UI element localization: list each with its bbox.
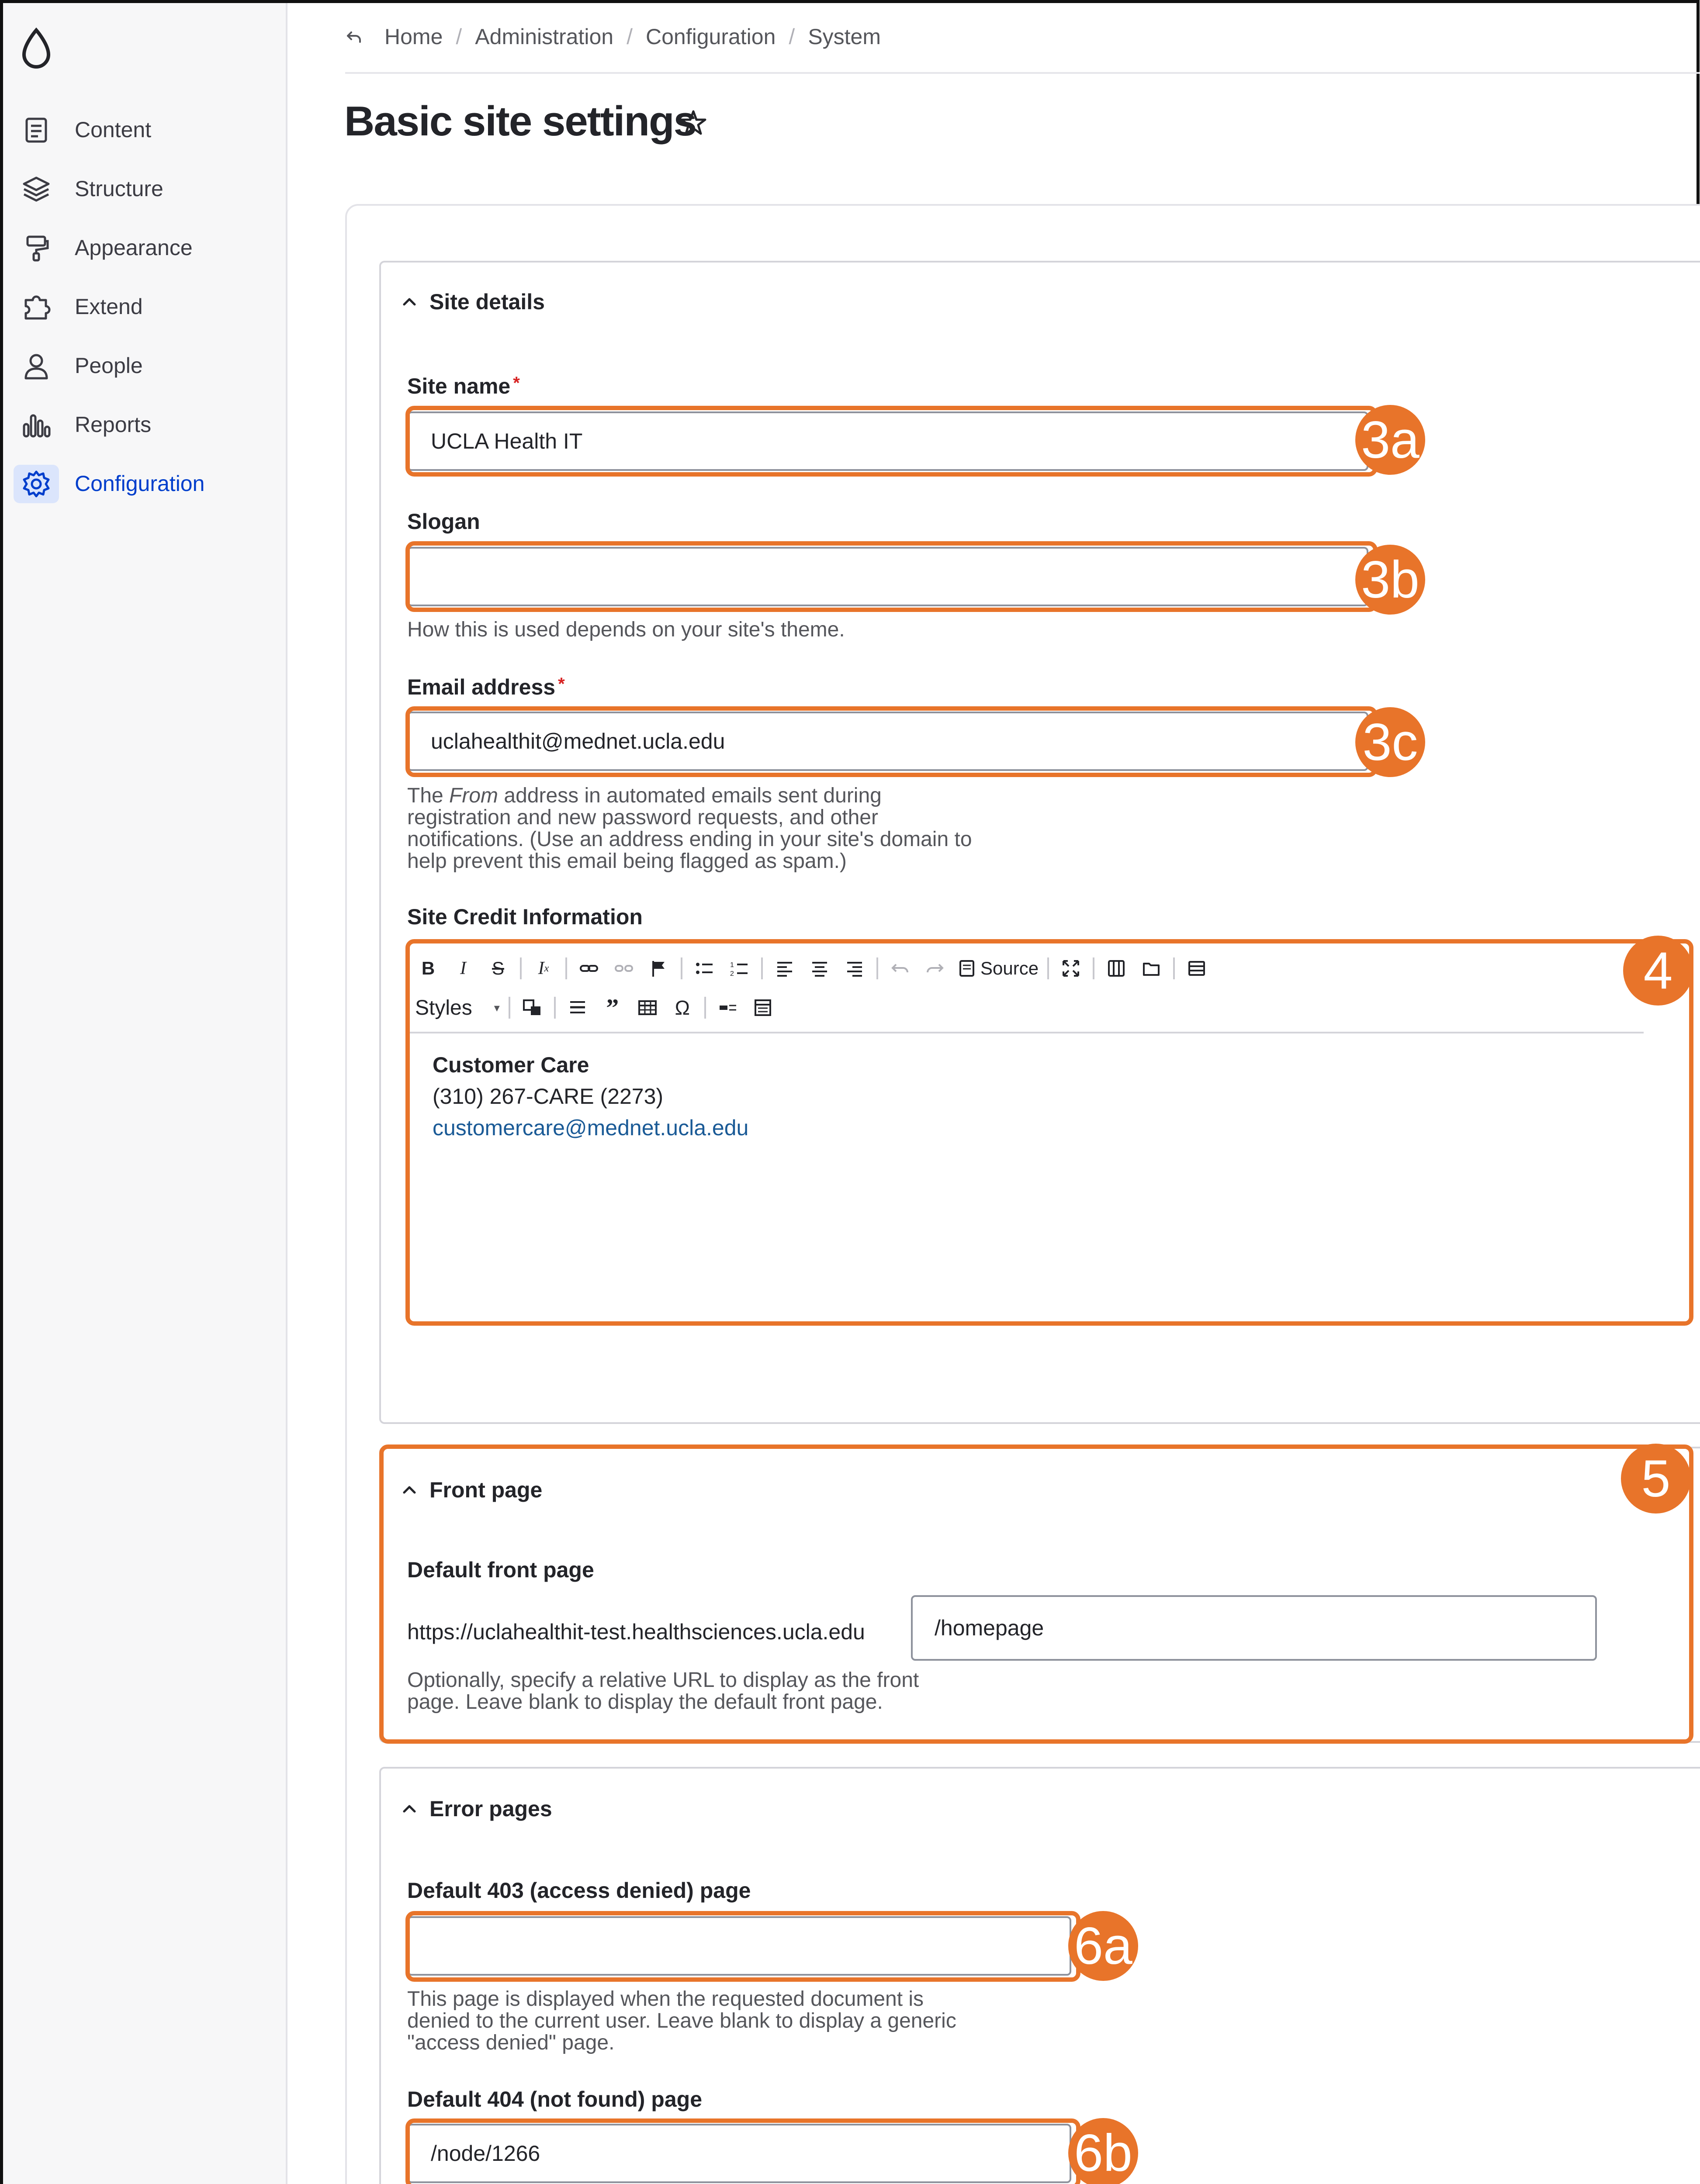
svg-text:2: 2 (730, 970, 734, 978)
gear-icon (14, 465, 59, 503)
front-page-input[interactable]: /homepage (911, 1595, 1597, 1661)
email-description: The From address in automated emails sent during registration and new password requests, and other notifications. (Use an address ending in your site's domain to help prevent this email being flagged as spam.) (407, 784, 972, 873)
breadcrumb-system[interactable]: System (808, 24, 881, 49)
page-403-description: This page is displayed when the requested document is denied to the current user. Leave blank to display a generic "access denied" page. (407, 1987, 956, 2054)
page-title: Basic site settings (344, 98, 696, 145)
remove-format-icon[interactable]: I x (538, 958, 549, 978)
annotation-badge-6a: 6a (1068, 1911, 1138, 1981)
slogan-description: How this is used depends on your site's theme. (407, 618, 845, 641)
site-details-legend: Site details (429, 290, 545, 314)
bar-chart-icon (21, 409, 52, 441)
front-page-legend: Front page (429, 1478, 543, 1502)
site-name-label: Site name * (407, 373, 520, 398)
required-asterisk: * (513, 373, 520, 393)
annotation-badge-4: 4 (1623, 936, 1693, 1006)
annotation-highlight-4 (405, 939, 1693, 1326)
site-name-input[interactable]: UCLA Health IT (407, 411, 1368, 471)
svg-text:1: 1 (730, 961, 734, 969)
annotation-badge-3b: 3b (1355, 545, 1425, 615)
annotation-badge-6b: 6b (1068, 2118, 1138, 2184)
error-pages-legend: Error pages (429, 1797, 552, 1821)
default-front-page-label: Default front page (407, 1558, 594, 1582)
sidebar-item-label: Reports (75, 412, 152, 437)
sidebar-item-label: Structure (75, 176, 163, 201)
front-page-description: Optionally, specify a relative URL to display as the front page. Leave blank to display the default front page. (407, 1669, 919, 1714)
annotation-highlight-3b (405, 541, 1378, 612)
breadcrumb-administration[interactable]: Administration (475, 24, 614, 49)
breadcrumb-divider (345, 72, 1700, 74)
chevron-up-icon (400, 1799, 419, 1818)
credit-line-phone: (310) 267-CARE (2273) (433, 1084, 664, 1109)
sidebar-item-people[interactable] (3, 342, 286, 390)
bold-icon[interactable]: B (421, 958, 435, 978)
chevron-up-icon (400, 292, 419, 311)
blockquote-icon[interactable]: ” (606, 993, 619, 1022)
slogan-label: Slogan (407, 509, 480, 534)
page-403-label: Default 403 (access denied) page (407, 1878, 751, 1903)
breadcrumb (345, 24, 881, 49)
breadcrumb-separator: / (456, 24, 462, 49)
sidebar-item-appearance[interactable] (3, 224, 286, 272)
chevron-down-icon: ▾ (494, 1001, 500, 1014)
annotation-badge-5: 5 (1621, 1444, 1691, 1514)
annotation-highlight-6a (405, 1911, 1080, 1982)
annotation-highlight-3c (405, 706, 1378, 777)
sidebar-item-extend[interactable] (3, 283, 286, 331)
special-character-icon[interactable]: Ω (675, 996, 690, 1019)
breadcrumb-configuration[interactable]: Configuration (645, 24, 776, 49)
styles-label: Styles (415, 996, 472, 1019)
sidebar-item-reports[interactable] (3, 401, 286, 449)
person-icon (21, 350, 52, 382)
front-page-url-prefix: https://uclahealthit-test.healthsciences.ucla.edu (407, 1620, 865, 1644)
site-details-toggle[interactable] (400, 289, 545, 314)
strikethrough-icon[interactable]: S (492, 958, 504, 978)
sidebar-item-content[interactable] (3, 106, 286, 154)
italic-icon[interactable]: I (460, 958, 466, 978)
main-content (288, 3, 1697, 2184)
source-label: Source (980, 958, 1039, 978)
credit-line-email-link[interactable]: customercare@mednet.ucla.edu (433, 1116, 749, 1140)
annotation-badge-3a: 3a (1355, 405, 1425, 475)
credit-line-title: Customer Care (433, 1053, 589, 1077)
sidebar-item-configuration[interactable] (3, 460, 286, 508)
star-shortcut-icon[interactable] (678, 108, 709, 138)
breadcrumb-home[interactable]: Home (384, 24, 443, 49)
puzzle-icon (21, 291, 52, 323)
sidebar-item-label: People (75, 353, 143, 378)
sidebar-item-label: Content (75, 117, 152, 142)
sidebar-item-structure[interactable] (3, 165, 286, 213)
annotation-highlight-5 (379, 1444, 1693, 1744)
error-pages-toggle[interactable] (400, 1796, 552, 1821)
sidebar-item-label: Appearance (75, 235, 193, 260)
breadcrumb-separator: / (789, 24, 795, 49)
email-label: Email address * (407, 674, 565, 699)
drupal-logo-icon[interactable] (19, 27, 54, 70)
annotation-badge-3c: 3c (1355, 707, 1425, 777)
site-credit-label: Site Credit Information (407, 905, 643, 929)
email-input[interactable]: uclahealthit@mednet.ucla.edu (407, 712, 1368, 771)
required-asterisk: * (558, 674, 565, 694)
layers-icon (21, 173, 52, 205)
sidebar-item-label: Extend (75, 294, 143, 319)
content-icon (21, 114, 52, 146)
page-404-input[interactable]: /node/1266 (407, 2124, 1071, 2183)
annotation-highlight-3a (405, 406, 1378, 477)
sidebar-item-label: Configuration (75, 471, 205, 496)
back-arrow-icon[interactable] (345, 28, 363, 45)
admin-sidebar (3, 3, 287, 2184)
page-404-label: Default 404 (not found) page (407, 2087, 702, 2111)
annotation-highlight-6b (405, 2118, 1080, 2184)
paint-roller-icon (21, 232, 52, 264)
breadcrumb-separator: / (627, 24, 633, 49)
